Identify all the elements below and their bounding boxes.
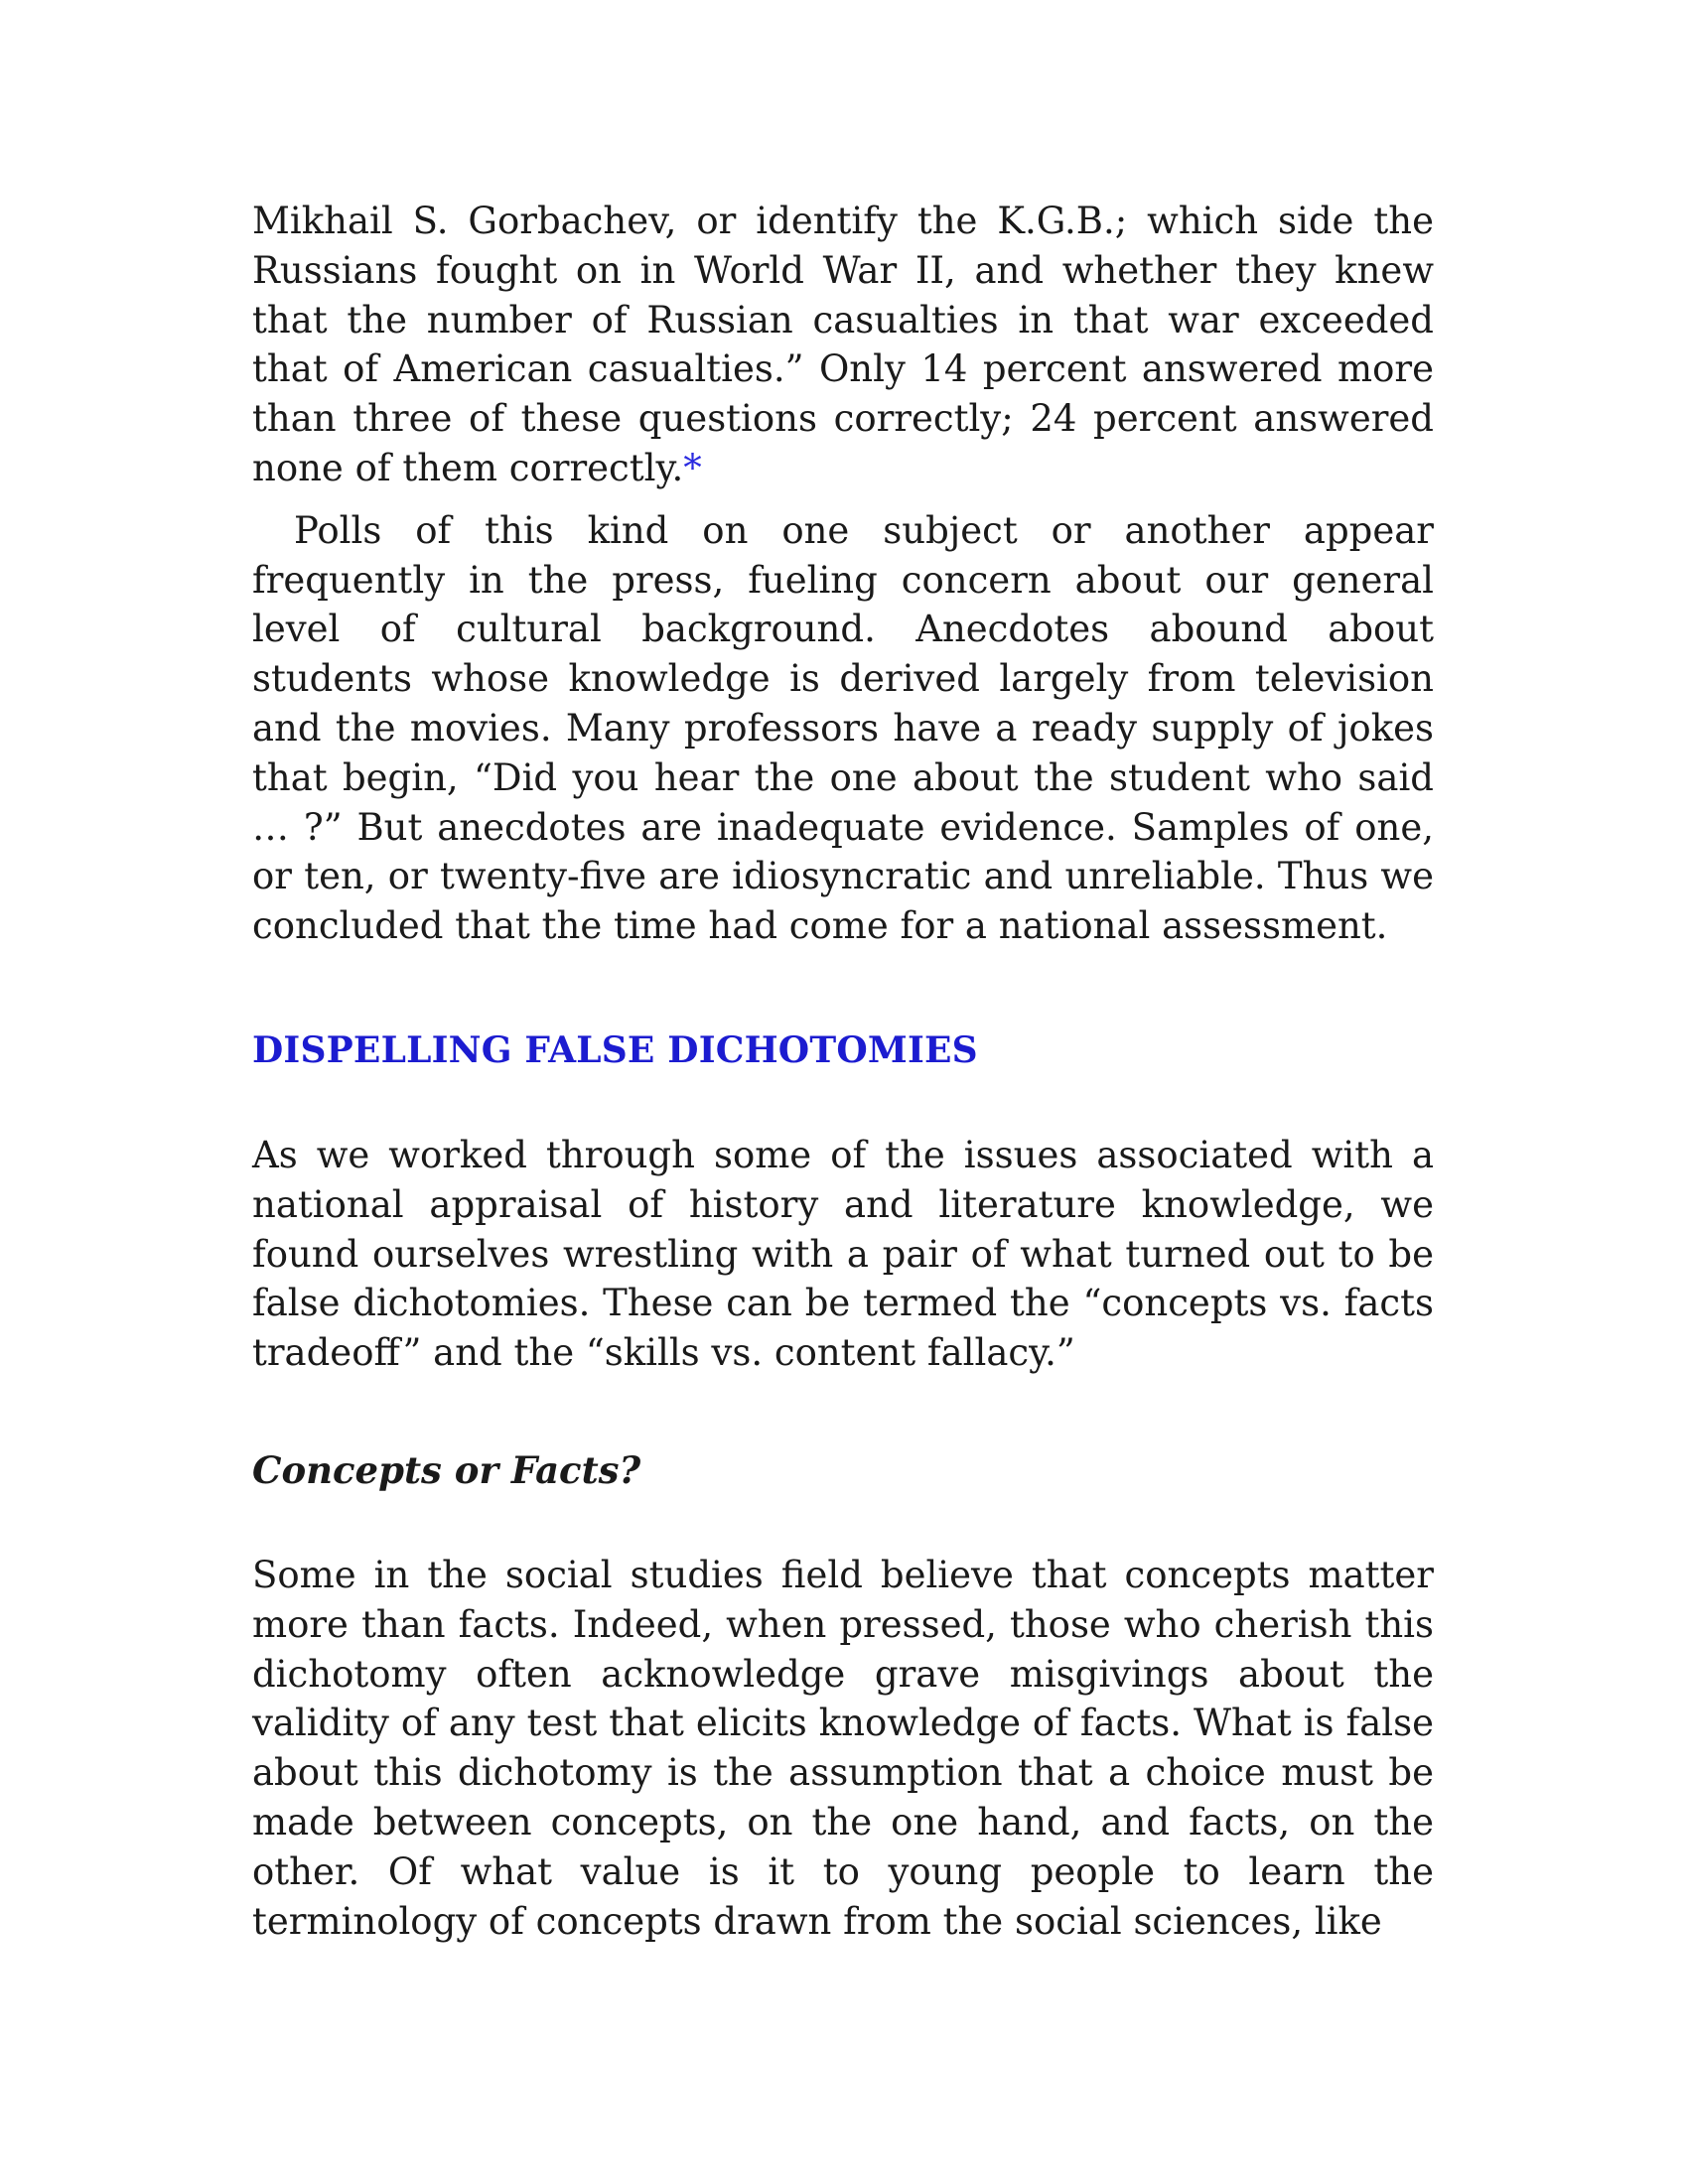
paragraph: As we worked through some of the issues associated with a national appraisal of history and literature knowledge, we found ourselves wrestling with a pair of what turned out to be false dichotomies. These can be termed the “concepts vs. facts tradeoff” and the “skills vs. content fallacy.” [252, 1133, 1434, 1375]
paragraph-continued [252, 197, 1434, 493]
footnote-link[interactable]: * [683, 446, 702, 489]
paragraph: Some in the social studies field believe that concepts matter more than facts. Indeed, when pressed, those who cherish this dichotomy often acknowledge grave misgivings about the validity of any test that elicits knowledge of facts. What is false about this dichotomy is the assumption that a choice must be made between concepts, on the one hand, and facts, on the other. Of what value is it to young people to learn the terminology of concepts drawn from the social sciences, like [252, 1553, 1434, 1943]
subsection-heading: Concepts or Facts? [252, 1447, 641, 1492]
section-heading: DISPELLING FALSE DICHOTOMIES [252, 1028, 978, 1071]
paragraph-text: Mikhail S. Gorbachev, or identify the K.G.B.; which side the Russians fought on in World War II, and whether they knew that the number of Russian casualties in that war exceeded that of American casualties.” Only 14 percent answered more than three of these questions correctly; 24 percent answered none of them correctly. [252, 200, 1434, 489]
paragraph: Polls of this kind on one subject or another appear frequently in the press, fueling concern about our general level of cultural background. Anecdotes abound about students whose knowledge is derived largely from television and the movies. Many professors have a ready supply of jokes that begin, “Did you hear the one about the student who said … ?” But anecdotes are inadequate evidence. Samples of one, or ten, or twenty-five are idiosyncratic and unreliable. Thus we concluded that the time had come for a national assessment. [252, 508, 1434, 948]
document-body [252, 197, 1434, 1946]
